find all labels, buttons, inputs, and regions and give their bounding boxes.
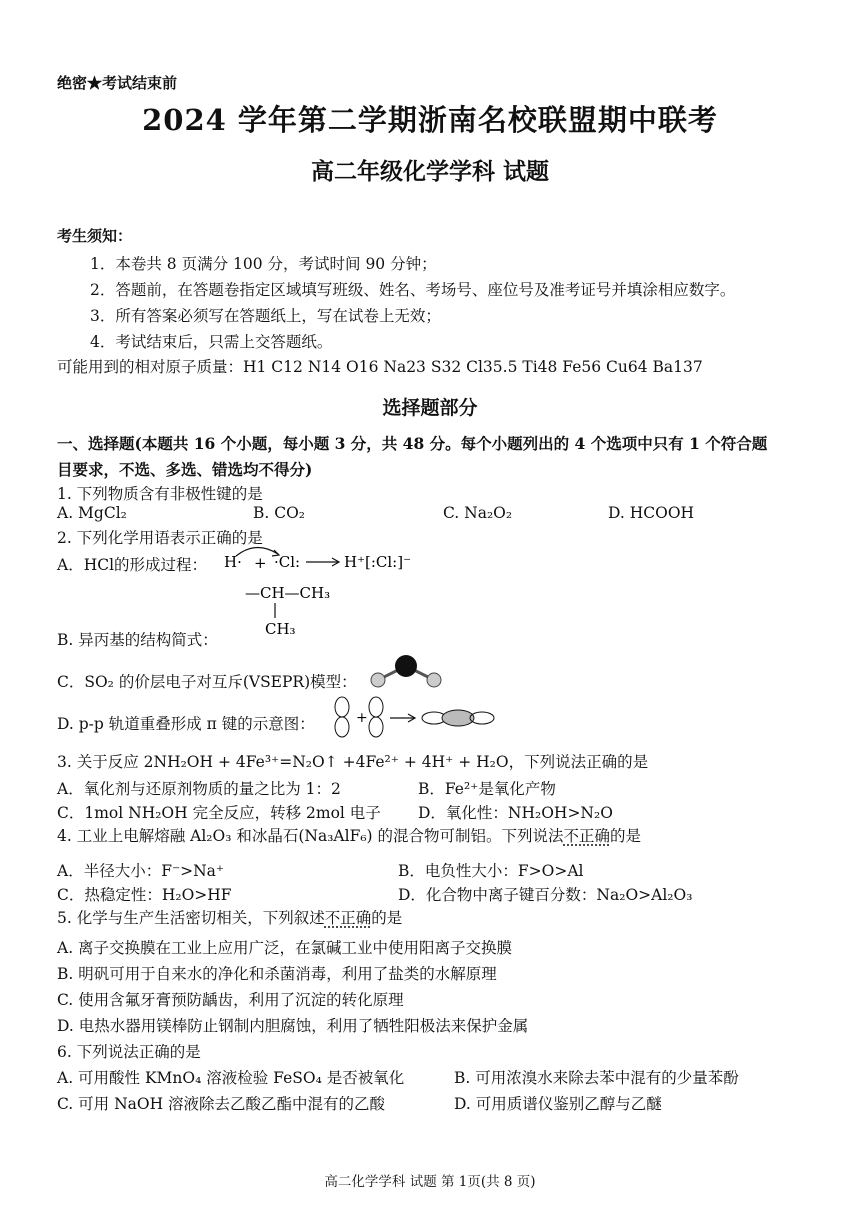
q1-option-b: B. CO₂ — [253, 504, 306, 522]
q3-stem-prefix: 3. 关于反应 — [57, 753, 144, 771]
q3-stem-suffix: ，下列说法正确的是 — [508, 753, 649, 771]
q5-stem-suffix: 的是 — [371, 909, 403, 927]
exam-title: 2024 学年第二学期浙南名校联盟期中联考 — [142, 103, 718, 137]
p-orbital-1-top — [335, 697, 349, 717]
pi-bond-diagram — [330, 696, 500, 738]
hcl-formation-diagram — [222, 542, 442, 576]
q2-option-c-label: C．SO₂ 的价层电子对互斥(VSEPR)模型： — [57, 673, 357, 691]
q4-option-c: C．热稳定性：H₂O>HF — [57, 886, 232, 904]
q6-stem: 6. 下列说法正确的是 — [57, 1043, 201, 1061]
h-atom: H· — [224, 553, 242, 571]
plus-sign: + — [254, 554, 267, 572]
isopropyl-top: —CH—CH₃ — [245, 584, 331, 602]
q6-option-a: A. 可用酸性 KMnO₄ 溶液检验 FeSO₄ 是否被氧化 — [57, 1069, 405, 1087]
p-orbital-2-top — [369, 697, 383, 717]
isopropyl-structure — [245, 582, 365, 640]
pi-plus: + — [356, 710, 368, 726]
q5-option-c: C. 使用含氟牙膏预防龋齿，利用了沉淀的转化原理 — [57, 991, 404, 1009]
q3-option-b: B．Fe²⁺是氧化产物 — [418, 780, 556, 798]
notice-item: 4．考试结束后，只需上交答题纸。 — [90, 333, 333, 351]
q2-stem: 2. 下列化学用语表示正确的是 — [57, 529, 263, 547]
section-instruction-cont: 目要求，不选、多选、错选均不得分) — [57, 460, 313, 479]
q4-option-b: B．电负性大小：F>O>Al — [398, 862, 584, 880]
q1-option-d: D. HCOOH — [608, 504, 695, 522]
q1-option-c: C. Na₂O₂ — [443, 504, 513, 522]
q4-stem-suffix: 的是 — [610, 827, 642, 845]
q1-stem: 1. 下列物质含有非极性键的是 — [57, 485, 263, 503]
q3-option-a: A．氧化剂与还原剂物质的量之比为 1：2 — [57, 780, 341, 798]
notice-item: 2．答题前，在答题卷指定区域填写班级、姓名、考场号、座位号及准考证号并填涂相应数字。 — [90, 281, 736, 299]
pi-overlap — [442, 710, 474, 726]
q4-formula: (Na₃AlF₆) — [298, 827, 373, 845]
p-orbital-1-bottom — [335, 717, 349, 737]
so2-vsepr-model — [366, 652, 446, 692]
exam-subtitle: 高二年级化学学科 试题 — [310, 158, 549, 185]
q4-stem-mid: 的混合物可制铝。下列说法 — [372, 827, 564, 845]
sulfur-atom — [395, 655, 417, 677]
q6-option-c: C. 可用 NaOH 溶液除去乙酸乙酯中混有的乙酸 — [57, 1095, 386, 1113]
q2-option-d-label: D. p-p 轨道重叠形成 π 键的示意图： — [57, 715, 315, 733]
q5-option-d: D. 电热水器用镁棒防止钢制内胆腐蚀，利用了牺牲阳极法来保护金属 — [57, 1017, 529, 1035]
notice-heading: 考生须知： — [57, 227, 133, 245]
section-instruction: 一、选择题(本题共 16 个小题，每小题 3 分，共 48 分。每个小题列出的 4 个选项中只有 1 个符合题 — [57, 434, 768, 453]
q5-emphasis: 不正确 — [324, 909, 372, 927]
q1-option-a: A. MgCl₂ — [57, 504, 127, 522]
q5-option-b: B. 明矾可用于自来水的净化和杀菌消毒，利用了盐类的水解原理 — [57, 965, 497, 983]
q4-stem-prefix: 4. 工业上电解熔融 Al₂O₃ 和冰晶石 — [57, 827, 299, 845]
q4-option-a: A．半径大小：F⁻>Na⁺ — [57, 862, 225, 880]
oxygen-atom-right — [427, 673, 441, 687]
notice-item: 1．本卷共 8 页满分 100 分，考试时间 90 分钟； — [90, 255, 437, 273]
q4-stem — [57, 824, 641, 846]
p-orbital-2-bottom — [369, 717, 383, 737]
oxygen-atom-left — [371, 673, 385, 687]
q4-emphasis: 不正确 — [563, 827, 611, 845]
q6-option-d: D. 可用质谱仪鉴别乙醇与乙醚 — [454, 1095, 662, 1113]
q2-option-b-label: B. 异丙基的结构简式： — [57, 631, 218, 649]
confidential-mark: 绝密★考试结束前 — [57, 74, 178, 92]
cl-atom: ·Cl: — [274, 553, 301, 571]
q3-stem — [57, 750, 648, 772]
q5-stem — [57, 906, 402, 928]
q3-equation: 2NH₂OH + 4Fe³⁺=N₂O↑ +4Fe²⁺ + 4H⁺ + H₂O — [143, 753, 509, 771]
atomic-mass-line: 可能用到的相对原子质量：H1 C12 N14 O16 Na23 S32 Cl35.5 Ti48 Fe56 Cu64 Ba137 — [57, 358, 703, 376]
q3-option-d: D．氧化性：NH₂OH>N₂O — [418, 804, 613, 822]
notice-item: 3．所有答案必须写在答题纸上，写在试卷上无效； — [90, 307, 441, 325]
q5-option-a: A. 离子交换膜在工业上应用广泛，在氯碱工业中使用阳离子交换膜 — [57, 939, 513, 957]
page-footer: 高二化学学科 试题 第 1页(共 8 页) — [324, 1174, 536, 1190]
q5-stem-prefix: 5. 化学与生产生活密切相关，下列叙述 — [57, 909, 325, 927]
isopropyl-bottom: CH₃ — [265, 620, 296, 638]
section-title: 选择题部分 — [382, 397, 478, 419]
q4-option-d: D．化合物中离子键百分数：Na₂O>Al₂O₃ — [398, 886, 693, 904]
q6-option-b: B. 可用浓溴水来除去苯中混有的少量苯酚 — [454, 1069, 739, 1087]
q3-option-c: C．1mol NH₂OH 完全反应，转移 2mol 电子 — [57, 804, 381, 822]
hcl-product: H⁺[:Cl:]⁻ — [344, 553, 412, 571]
q2-option-a-label: A．HCl的形成过程： — [57, 556, 208, 574]
